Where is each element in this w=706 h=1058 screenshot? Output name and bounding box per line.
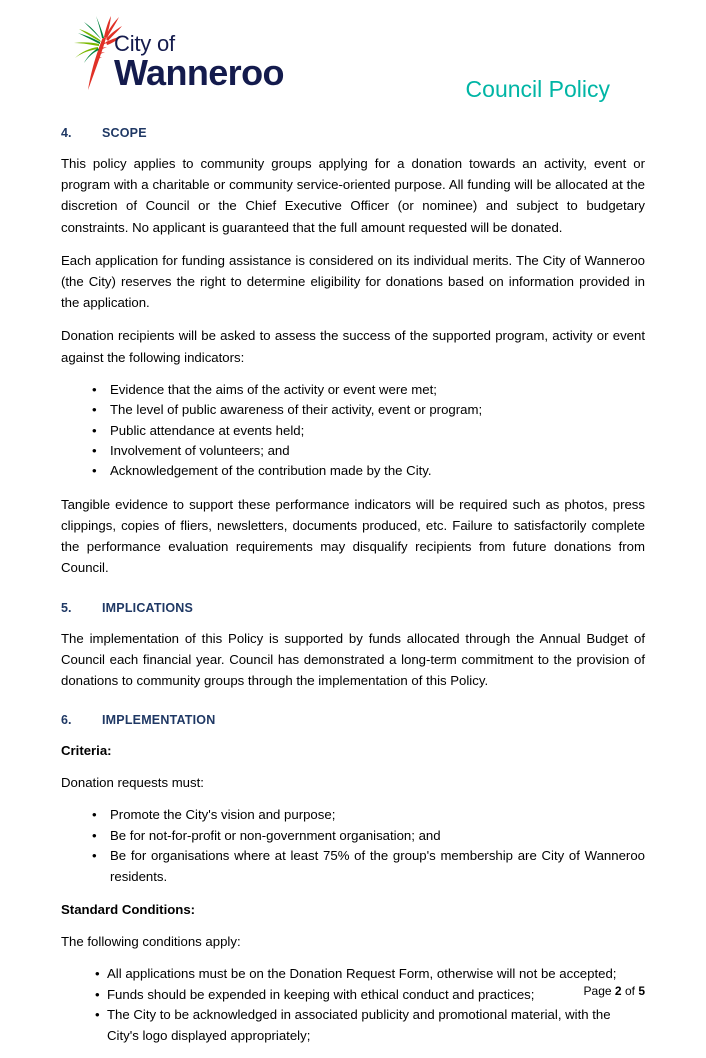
footer-page-prefix: Page: [583, 984, 612, 998]
list-item-text: Acknowledgement of the contribution made by the City.: [110, 463, 432, 479]
list-item: [61, 826, 645, 846]
bullet-icon: •: [92, 443, 97, 459]
section-number: 6.: [61, 713, 72, 728]
footer-total-pages: 5: [638, 984, 645, 998]
paragraph: The implementation of this Policy is supported by funds allocated through the Annual Budget of Council each financial year. Council has demonstrated a long-term commitment to the provision of donations to community groups through the implementation of this Policy.: [61, 630, 645, 689]
section-heading-scope: [61, 126, 645, 141]
section-heading-implications: [61, 601, 645, 616]
bullet-icon: •: [92, 848, 97, 864]
list-item-text: Involvement of volunteers; and: [110, 443, 290, 459]
subheading-standard-conditions: Standard Conditions:: [61, 902, 196, 918]
standard-conditions-bullet-list: [61, 964, 645, 1046]
list-item: [61, 1005, 645, 1046]
list-item-text: Public attendance at events held;: [110, 422, 305, 438]
section-title: SCOPE: [102, 126, 147, 140]
bullet-icon: •: [92, 402, 97, 418]
list-item: [61, 441, 645, 461]
bullet-icon: •: [95, 966, 100, 982]
bullet-icon: •: [92, 807, 97, 823]
list-item: [61, 461, 645, 481]
section-number: 4.: [61, 126, 72, 140]
list-item-text: Promote the City's vision and purpose;: [110, 807, 336, 823]
bullet-icon: •: [92, 422, 97, 438]
indicators-bullet-list: [61, 380, 645, 482]
criteria-bullet-list: [61, 805, 645, 887]
city-of-wanneroo-logo: [62, 12, 302, 112]
list-item-text: All applications must be on the Donation Request Form, otherwise will not be accepted;: [107, 966, 617, 982]
list-item-text: Be for organisations where at least 75% of the group's membership are City of Wanneroo residents.: [110, 848, 645, 884]
list-item: [61, 805, 645, 825]
document-type-title: Council Policy: [465, 76, 610, 102]
section-title: IMPLEMENTATION: [102, 713, 216, 728]
bullet-icon: •: [95, 1007, 100, 1023]
paragraph: Donation recipients will be asked to assess the success of the supported program, activity or event against the following indicators:: [61, 328, 645, 365]
list-item: [61, 400, 645, 420]
list-item: [61, 964, 645, 984]
section-heading-implementation: [61, 713, 645, 728]
list-item-text: The level of public awareness of their activity, event or program;: [110, 402, 483, 418]
page-footer: [61, 983, 645, 999]
paragraph: This policy applies to community groups applying for a donation towards an activity, event or program with a charitable or community service-oriented purpose. All funding will be allocated at the discretion of Council or the Chief Executive Officer (or nominee) and subject to budgetary constraints. No applicant is guaranteed that the full amount requested will be donated.: [61, 156, 645, 235]
list-item: [61, 846, 645, 887]
footer-page-middle: of: [624, 984, 635, 998]
paragraph: Tangible evidence to support these performance indicators will be required such as photos, press clippings, copies of fliers, newsletters, documents produced, etc. Failure to satisfactorily complete the performance evaluation requirements may disqualify recipients from future donations from Council.: [61, 496, 645, 576]
bullet-icon: •: [92, 463, 97, 479]
bullet-icon: •: [92, 827, 97, 843]
list-item-text: Funds should be expended in keeping with ethical conduct and practices;: [107, 986, 535, 1002]
list-item: [61, 380, 645, 400]
bullet-icon: •: [95, 986, 100, 1002]
list-item: [61, 421, 645, 441]
logo-city-of-text: City of: [114, 31, 175, 56]
list-item-text: The City to be acknowledged in associated publicity and promotional material, with the City's logo displayed appropriately;: [107, 1007, 611, 1043]
list-item-text: Evidence that the aims of the activity or event were met;: [110, 381, 437, 397]
list-item-text: Be for not-for-profit or non-government organisation; and: [110, 827, 441, 843]
subheading-criteria: Criteria:: [61, 743, 112, 759]
paragraph: Each application for funding assistance is considered on its individual merits. The City of Wanneroo (the City) reserves the right to determine eligibility for donations based on information provided in the application.: [61, 252, 645, 311]
paragraph: Donation requests must:: [61, 775, 204, 791]
section-title: IMPLICATIONS: [102, 600, 194, 615]
page-header: [0, 0, 706, 118]
document-body: [61, 126, 645, 1058]
paragraph: The following conditions apply:: [61, 934, 241, 950]
footer-current-page: 2: [614, 984, 622, 998]
section-number: 5.: [61, 600, 72, 615]
logo-wordmark: [114, 32, 304, 92]
logo-wanneroo-text: Wanneroo: [114, 52, 284, 93]
bullet-icon: •: [92, 381, 97, 397]
